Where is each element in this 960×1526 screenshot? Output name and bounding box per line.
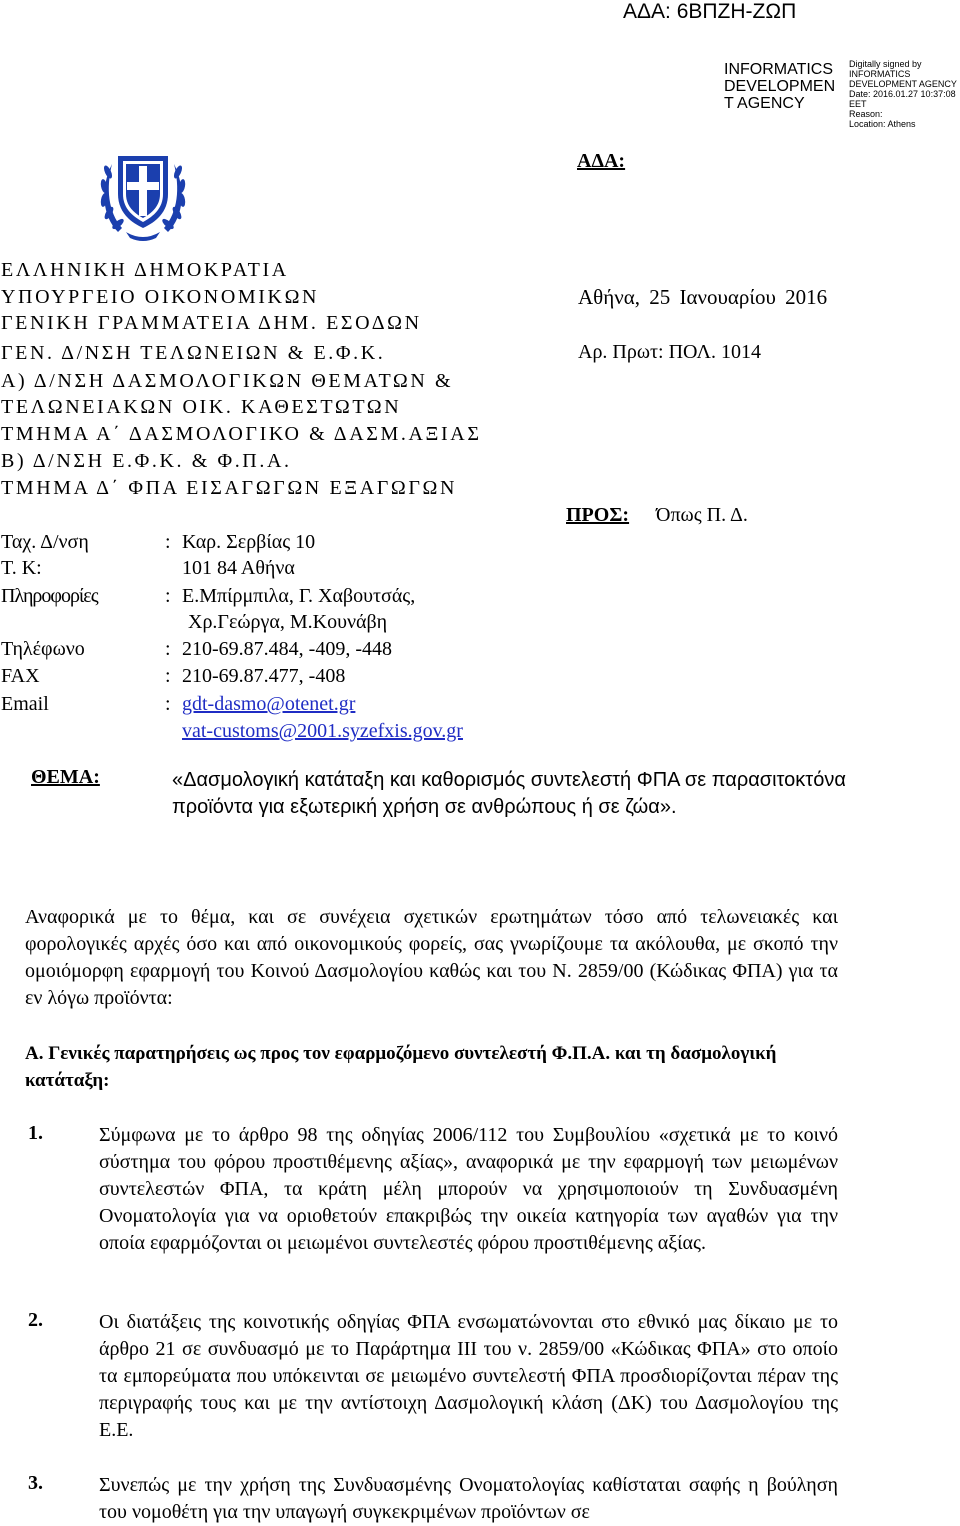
colon: : xyxy=(165,638,171,660)
phone-value: 210-69.87.484, -409, -448 xyxy=(182,638,392,660)
intro-paragraph: Αναφορικά με το θέμα, και σε συνέχεια σχετικών ερωτημάτων τόσο από τελωνειακές και φορολογικές αρχές όσο και από οικονομικούς φορείς, σας γνωρίζουμε τα ακόλουθα, με σκοπό την ομοιόμορφη εφαρμογή του Κοινού Δασμολογίου καθώς και του Ν. 2859/00 (Κώδικας ΦΠΑ) για τα εν λόγω προϊόντα: xyxy=(25,906,838,1009)
item-text: Οι διατάξεις της κοινοτικής οδηγίας ΦΠΑ ενσωματώνονται στο εθνικό μας δίκαιο με το άρθρο 21 σε συνδυασμό με το Παράρτημα ΙΙΙ του ν. 2859/00 «Κώδικας ΦΠΑ» στο οποίο τα εμπορεύματα που υπόκεινται σε μειωμένο συντελεστή ΦΠΑ προσδιορίζονται πέραν της περιγραφής τους και με την αντίστοιχη Δασμολογική κλάση (ΔΚ) του Δασμολογίου της Ε.Ε. xyxy=(99,1311,838,1441)
authority-line: Β) Δ/ΝΣΗ Ε.Φ.Κ. & Φ.Π.Α. xyxy=(1,450,292,472)
signature-line: INFORMATICS xyxy=(849,69,911,79)
authority-line: Α) Δ/ΝΣΗ ΔΑΣΜΟΛΟΓΙΚΩΝ ΘΕΜΑΤΩΝ & xyxy=(1,370,454,392)
address-value: Καρ. Σερβίας 10 xyxy=(182,531,316,553)
colon: : xyxy=(165,531,171,553)
place-date: Αθήνα, 25 Ιανουαρίου 2016 xyxy=(578,285,828,309)
authority-line: ΤΜΗΜΑ Α΄ ΔΑΣΜΟΛΟΓΙΚΟ & ΔΑΣΜ.ΑΞΙΑΣ xyxy=(1,423,482,445)
signature-line: DEVELOPMENT AGENCY xyxy=(849,79,957,89)
postcode-label: Τ. Κ: xyxy=(1,557,42,579)
email-link[interactable]: vat-customs@2001.syzefxis.gov.gr xyxy=(182,720,463,742)
recipient-label: ΠΡΟΣ: xyxy=(566,504,630,526)
colon: : xyxy=(165,693,171,715)
address-label: Ταχ. Δ/νση xyxy=(1,531,89,553)
phone-label: Τηλέφωνο xyxy=(1,638,85,660)
signature-line: Digitally signed by xyxy=(849,59,922,69)
authority-line: ΕΛΛΗΝΙΚΗ ΔΗΜΟΚΡΑΤΙΑ xyxy=(1,259,289,281)
colon: : xyxy=(165,585,171,607)
digital-signature-details xyxy=(849,59,959,129)
info-label: Πληροφορίες xyxy=(1,585,98,607)
authority-line: ΓΕΝ. Δ/ΝΣΗ ΤΕΛΩΝΕΙΩΝ & Ε.Φ.Κ. xyxy=(1,342,386,364)
authority-line: ΥΠΟΥΡΓΕΙΟ ΟΙΚΟΝΟΜΙΚΩΝ xyxy=(1,286,320,308)
colon: : xyxy=(165,665,171,687)
authority-line: ΓΕΝΙΚΗ ΓΡΑΜΜΑΤΕΙΑ ΔΗΜ. ΕΣΟΔΩΝ xyxy=(1,312,422,334)
authority-line: ΤΜΗΜΑ Δ΄ ΦΠΑ ΕΙΣΑΓΩΓΩΝ ΕΞΑΓΩΓΩΝ xyxy=(1,477,458,499)
item-number: 2. xyxy=(28,1309,43,1331)
info-value: Ε.Μπίρμπιλα, Γ. Χαβουτσάς, xyxy=(182,585,416,607)
info-value: Χρ.Γεώργα, Μ.Κουνάβη xyxy=(188,611,388,633)
postcode-value: 101 84 Αθήνα xyxy=(182,557,295,579)
item-number: 1. xyxy=(28,1122,43,1144)
email-link[interactable]: gdt-dasmo@otenet.gr xyxy=(182,693,356,715)
fax-value: 210-69.87.477, -408 xyxy=(182,665,346,687)
ada-label: ΑΔΑ: xyxy=(577,150,626,172)
subject-text: «Δασμολογική κατάταξη και καθορισμός συντελεστή ΦΠΑ σε παρασιτοκτόνα προϊόντα για εξωτερική χρήση σε ανθρώπους ή σε ζώα». xyxy=(172,769,846,818)
section-heading: Α. Γενικές παρατηρήσεις ως προς τον εφαρμοζόμενο συντελεστή Φ.Π.Α. και τη δασμολογική κατάταξη: xyxy=(25,1043,777,1091)
item-text: Συνεπώς με την χρήση της Συνδυασμένης Ονοματολογίας καθίσταται σαφής η βούληση του νομοθέτη για την υπαγωγή συγκεκριμένων προϊόντων σε xyxy=(99,1474,838,1523)
signature-line: Date: 2016.01.27 10:37:08 xyxy=(849,89,956,99)
item-text: Σύμφωνα με το άρθρο 98 της οδηγίας 2006/112 του Συμβουλίου «σχετικά με το κοινό σύστημα του φόρου προστιθέμενης αξίας», αναφορικά με την εφαρμογή των μειωμένων συντελεστών ΦΠΑ, τα κράτη μέλη μπορούν να χρησιμοποιούν τη Συνδυασμένη Ονοματολογία για να οριοθετούν επακριβώς την οικεία κατηγορία των αγαθών για την οποία εφαρμόζονται οι μειωμένοι συντελεστές φόρου προστιθέμενης αξίας. xyxy=(99,1124,838,1254)
signature-line: EET xyxy=(849,99,867,109)
signature-line: Reason: xyxy=(849,109,883,119)
ada-header: ΑΔΑ: 6ΒΠΖΗ-ΖΩΠ xyxy=(623,0,797,23)
protocol-number: Αρ. Πρωτ: ΠΟΛ. 1014 xyxy=(578,341,762,363)
subject-label: ΘΕΜΑ: xyxy=(31,766,100,788)
signer-name: INFORMATICS DEVELOPMEN T AGENCY xyxy=(724,61,836,112)
recipient-value: Όπως Π. Δ. xyxy=(656,504,748,526)
greek-coat-of-arms-icon xyxy=(96,142,190,242)
fax-label: FAX xyxy=(1,665,40,687)
signature-line: Location: Athens xyxy=(849,119,916,129)
authority-line: ΤΕΛΩΝΕΙΑΚΩΝ ΟΙΚ. ΚΑΘΕΣΤΩΤΩΝ xyxy=(1,396,402,418)
item-number: 3. xyxy=(28,1472,43,1494)
email-label: Email xyxy=(1,693,49,715)
